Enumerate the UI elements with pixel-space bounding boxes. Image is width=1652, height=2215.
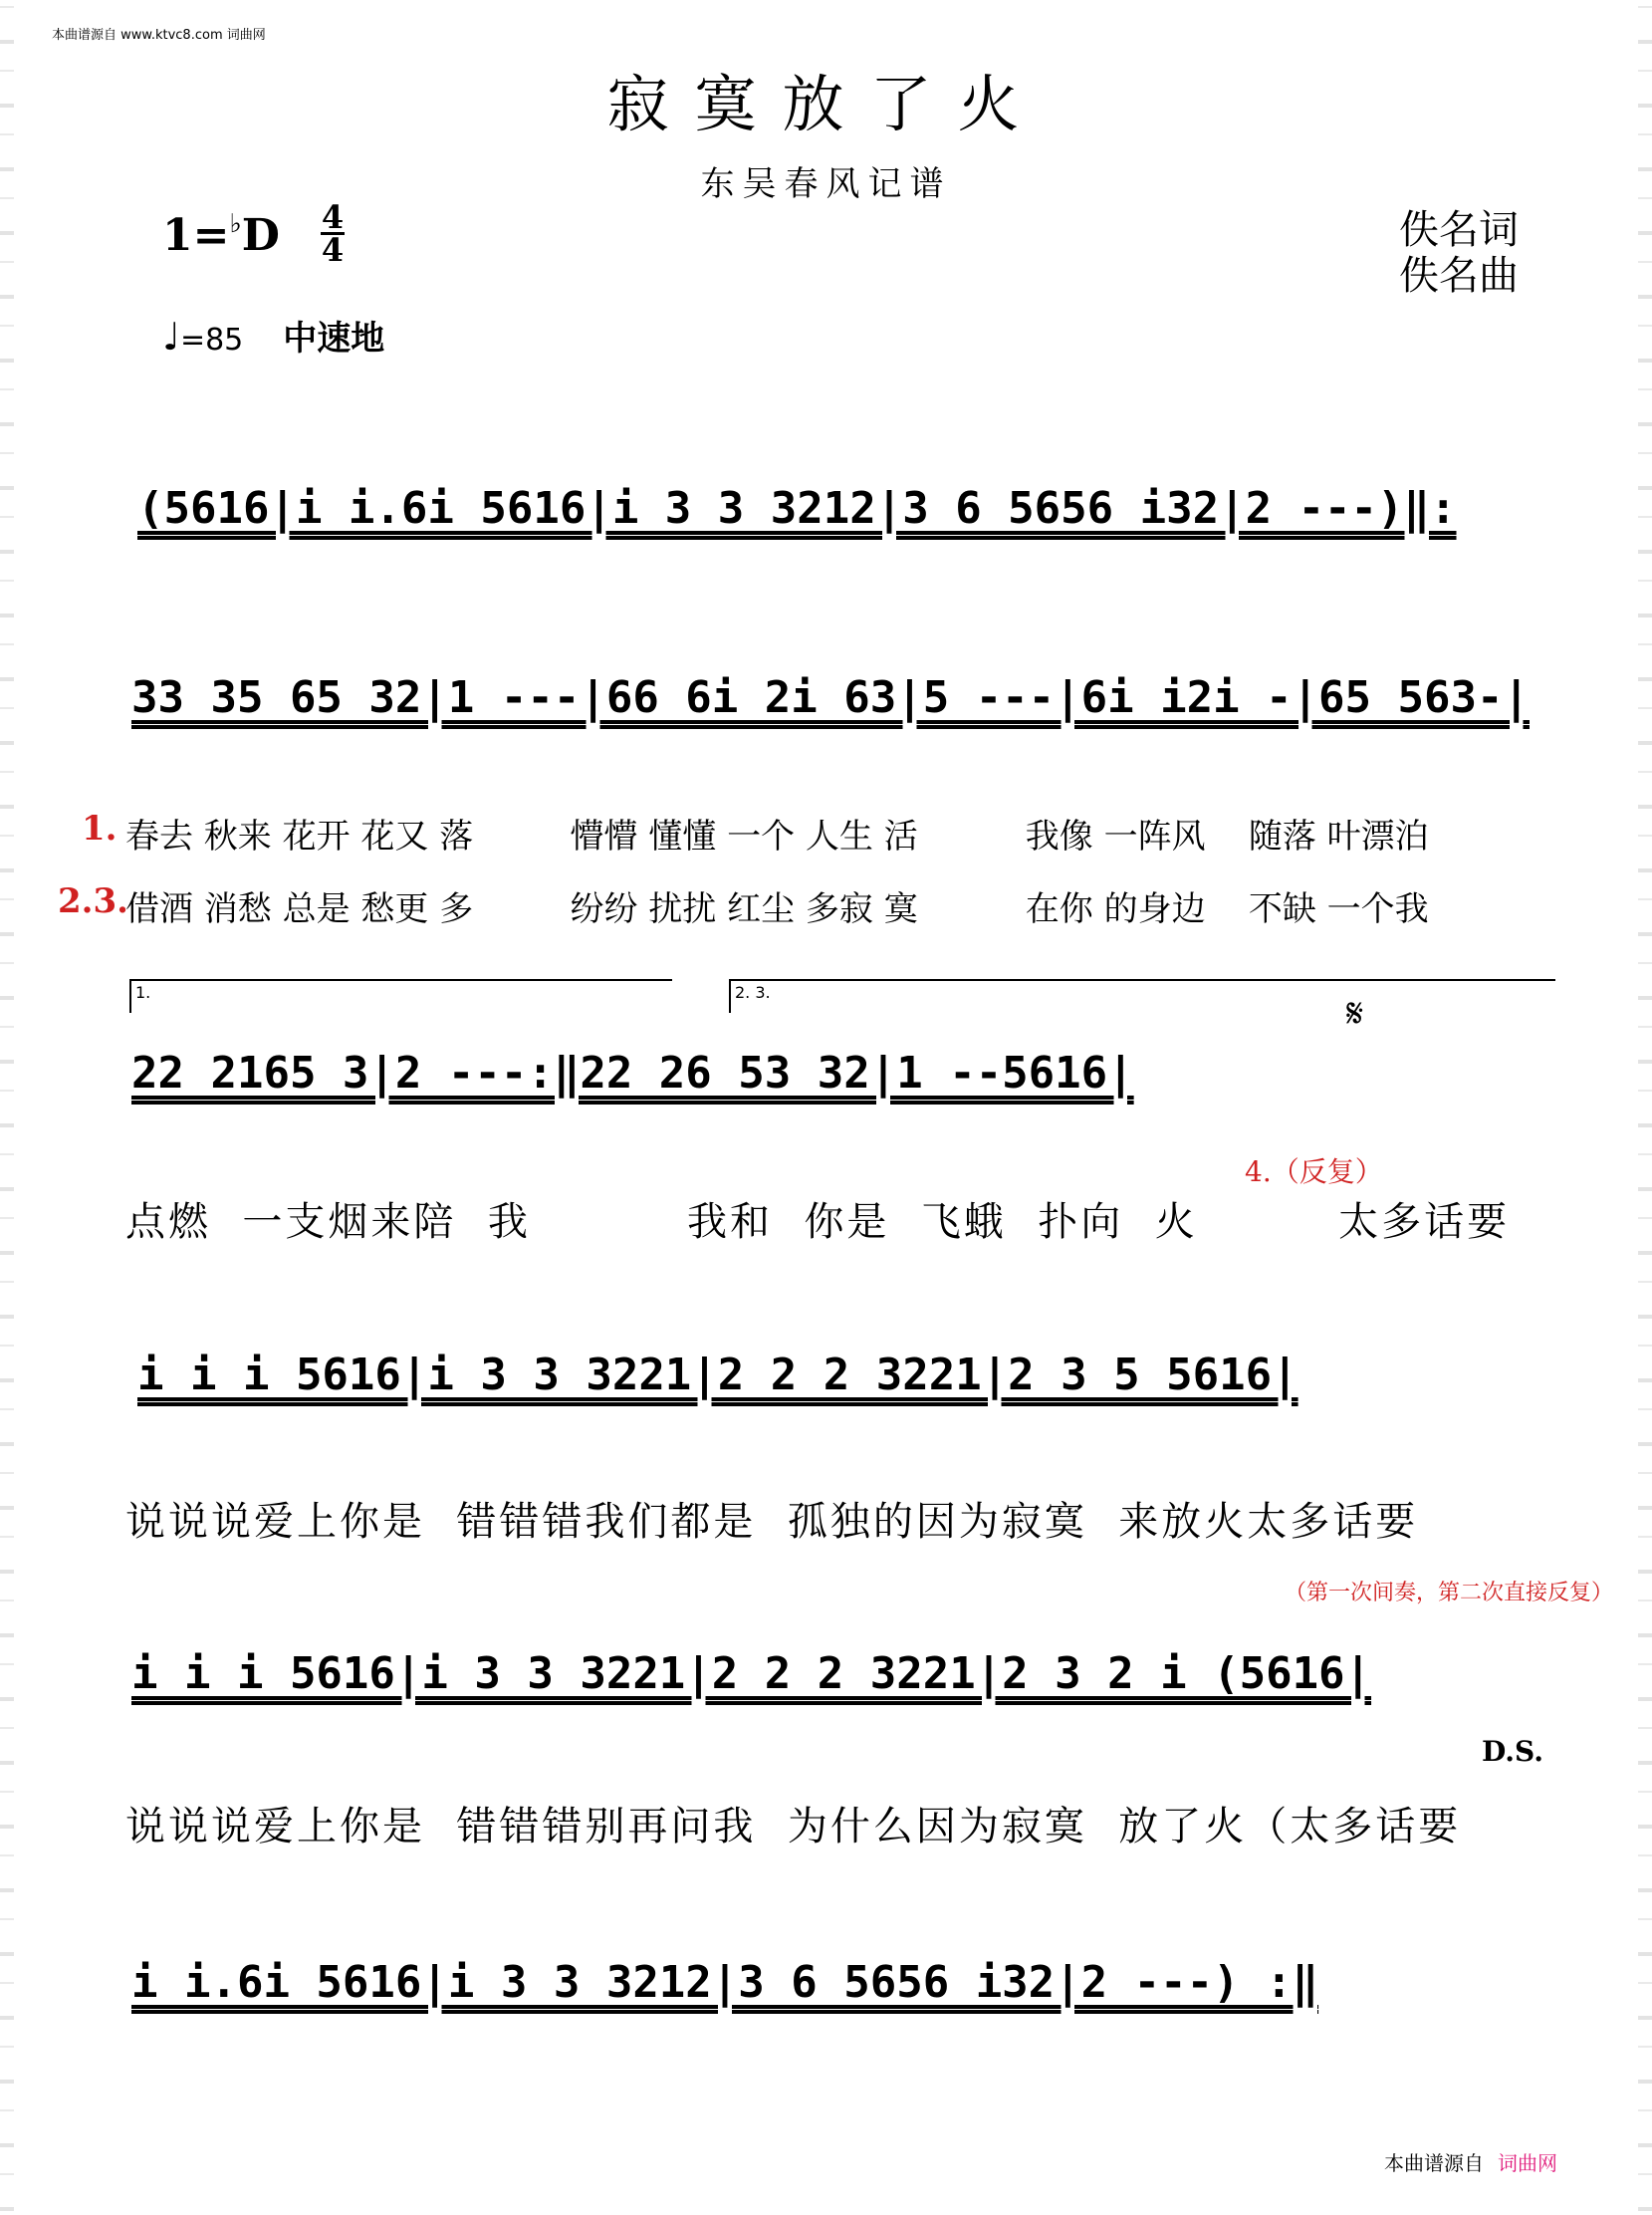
tempo: ♩=85 中速地 bbox=[162, 315, 385, 359]
notation-row-1: (5616|i i.6i 5616|i 3 3 3212|3 6 5656 i32|2 ---)‖: bbox=[137, 483, 1457, 534]
notation-row-4: i i i 5616|i 3 3 3221|2 2 2 3221|2 3 5 5616| bbox=[137, 1350, 1298, 1400]
verse-1-lyrics: 春去 秋来 花开 花又 落 懵懵 懂懂 一个 人生 活 我像 一阵风 随落 叶漂泊 bbox=[125, 817, 1429, 857]
verse-1-label: 1. bbox=[82, 809, 118, 849]
volta-23: 2. 3. bbox=[729, 979, 1555, 1013]
source-footer: 本曲谱源自 词曲网 bbox=[1384, 2151, 1557, 2175]
time-signature: 4 4 bbox=[321, 198, 345, 269]
segno-icon: 𝄋 bbox=[1346, 991, 1364, 1037]
key-signature: 1=♭D bbox=[162, 209, 280, 261]
lyricist: 佚名词 bbox=[1399, 207, 1519, 253]
page-title: 寂寞放了火 bbox=[606, 68, 1046, 140]
credits bbox=[1399, 207, 1519, 299]
ds-mark: D.S. bbox=[1482, 1735, 1544, 1768]
notation-row-5: i i i 5616|i 3 3 3221|2 2 2 3221|2 3 2 i (5616| bbox=[131, 1648, 1372, 1699]
lyrics-row-4: 说说说爱上你是 错错错我们都是 孤独的因为寂寞 来放火太多话要 bbox=[125, 1499, 1419, 1545]
notation-row-2: 33 35 65 32|1 ---|66 6i 2i 63|5 ---|6i i2i -|65 563-| bbox=[131, 672, 1530, 723]
quarter-note-icon: ♩ bbox=[162, 315, 180, 359]
left-border-watermark bbox=[0, 0, 14, 2215]
composer: 佚名曲 bbox=[1399, 253, 1519, 299]
volta-1: 1. bbox=[129, 979, 672, 1013]
verse-23-lyrics: 借酒 消愁 总是 愁更 多 纷纷 扰扰 红尘 多寂 寞 在你 的身边 不缺 一个我 bbox=[125, 889, 1429, 929]
source-header: 本曲谱源自 www.ktvc8.com 词曲网 bbox=[52, 28, 266, 43]
lyrics-row-5: 说说说爱上你是 错错错别再问我 为什么因为寂寞 放了火（太多话要 bbox=[125, 1804, 1462, 1849]
notation-row-6: i i.6i 5616|i 3 3 3212|3 6 5656 i32|2 ---) :‖ bbox=[131, 1957, 1319, 2008]
notation-row-3: 22 2165 3|2 ---:‖22 26 53 32|1 --5616| bbox=[131, 1048, 1134, 1099]
verse-23-label: 2.3. bbox=[58, 881, 128, 921]
repeat-note: 4.（反复） bbox=[1245, 1155, 1383, 1188]
right-border-watermark bbox=[1638, 0, 1652, 2215]
subtitle: 东吴春风记谱 bbox=[700, 164, 952, 204]
lyrics-row-3: 点燃 一支烟来陪 我 我和 你是 飞蛾 扑向 火 太多话要 bbox=[125, 1199, 1511, 1245]
interlude-note: （第一次间奏，第二次直接反复） bbox=[1285, 1581, 1614, 1605]
